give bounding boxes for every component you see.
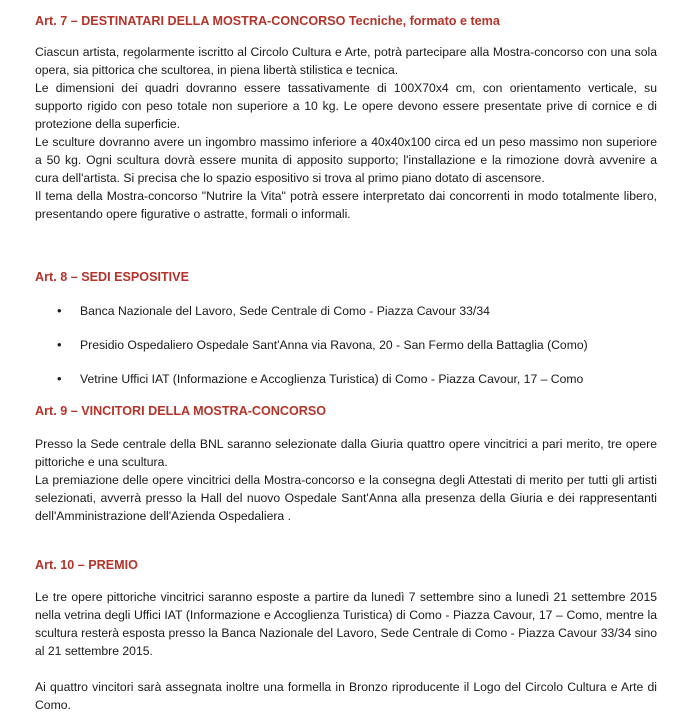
art-7-text <box>35 43 657 223</box>
art-10-paragraph: Ai quattro vincitori sarà assegnata inoltre una formella in Bronzo riproducente il Logo del Circolo Cultura e Arte di Como. <box>35 680 657 712</box>
art-9-paragraph: Presso la Sede centrale della BNL saranno selezionate dalla Giuria quattro opere vincitrici a pari merito, tre opere pittoriche e una scultura. <box>35 437 657 469</box>
art-10-paragraph: Le tre opere pittoriche vincitrici saranno esposte a partire da lunedì 7 settembre sino a lunedì 21 settembre 2015 nella vetrina degli Uffici IAT (Informazione e Accoglienza Turistica) di Como - Piazza Cavour, 17 – Como, mentre la scultura resterà esposta presso la Banca Nazionale del Lavoro, Sede Centrale di Como - Piazza Cavour 33/34 sino al 21 settembre 2015. <box>35 590 657 658</box>
art-10-text <box>35 588 657 714</box>
art-10-heading: Art. 10 – PREMIO <box>35 558 138 572</box>
art-8-heading: Art. 8 – SEDI ESPOSITIVE <box>35 270 189 284</box>
list-item: • Vetrine Uffici IAT (Informazione e Accoglienza Turistica) di Como - Piazza Cavour, 17 – Como <box>35 370 657 388</box>
art-9-text <box>35 435 657 525</box>
art-7-paragraph: Il tema della Mostra-concorso "Nutrire la Vita" potrà essere interpretato dai concorrenti in modo totalmente libero, presentando opere figurative o astratte, formali o informali. <box>35 189 657 221</box>
art-7-heading-title: Art. 7 – DESTINATARI DELLA MOSTRA-CONCORSO <box>35 14 346 28</box>
section-art-7 <box>35 12 657 30</box>
list-item: • Presidio Ospedaliero Ospedale Sant'Anna via Ravona, 20 - San Fermo della Battaglia (Como) <box>35 336 657 354</box>
art-7-paragraph: Ciascun artista, regolarmente iscritto al Circolo Cultura e Arte, potrà partecipare alla Mostra-concorso con una sola opera, sia pittorica che scultorea, in piena libertà stilistica e tecnica. <box>35 45 657 77</box>
art-7-heading-subtitle: Tecniche, formato e tema <box>345 14 500 28</box>
art-9-paragraph: La premiazione delle opere vincitrici della Mostra-concorso e la consegna degli Attestati di merito per tutti gli artisti selezionati, avverrà presso la Hall del nuovo Ospedale Sant'Anna alla presenza della Giuria e dei rappresentanti dell'Amministrazione dell'Azienda Ospedaliera . <box>35 473 657 523</box>
art-9-heading: Art. 9 – VINCITORI DELLA MOSTRA-CONCORSO <box>35 404 327 418</box>
art-7-paragraph: Le sculture dovranno avere un ingombro massimo inferiore a 40x40x100 circa ed un peso massimo non superiore a 50 kg. Ogni scultura dovrà essere munita di apposito supporto; l'installazione e la rimozione dovrà avvenire a cura dell'artista. Si precisa che lo spazio espositivo si trova al primo piano dotato di ascensore. <box>35 135 657 185</box>
art-7-paragraph: Le dimensioni dei quadri dovranno essere tassativamente di 100X70x4 cm, con orientamento verticale, su supporto rigido con peso totale non superiore a 10 kg. Le opere devono essere presentate prive di cornice e di protezione della superficie. <box>35 81 657 131</box>
art-8-venue-list <box>35 302 657 388</box>
art-7-heading <box>35 12 657 30</box>
list-item: • Banca Nazionale del Lavoro, Sede Centrale di Como - Piazza Cavour 33/34 <box>35 302 657 320</box>
